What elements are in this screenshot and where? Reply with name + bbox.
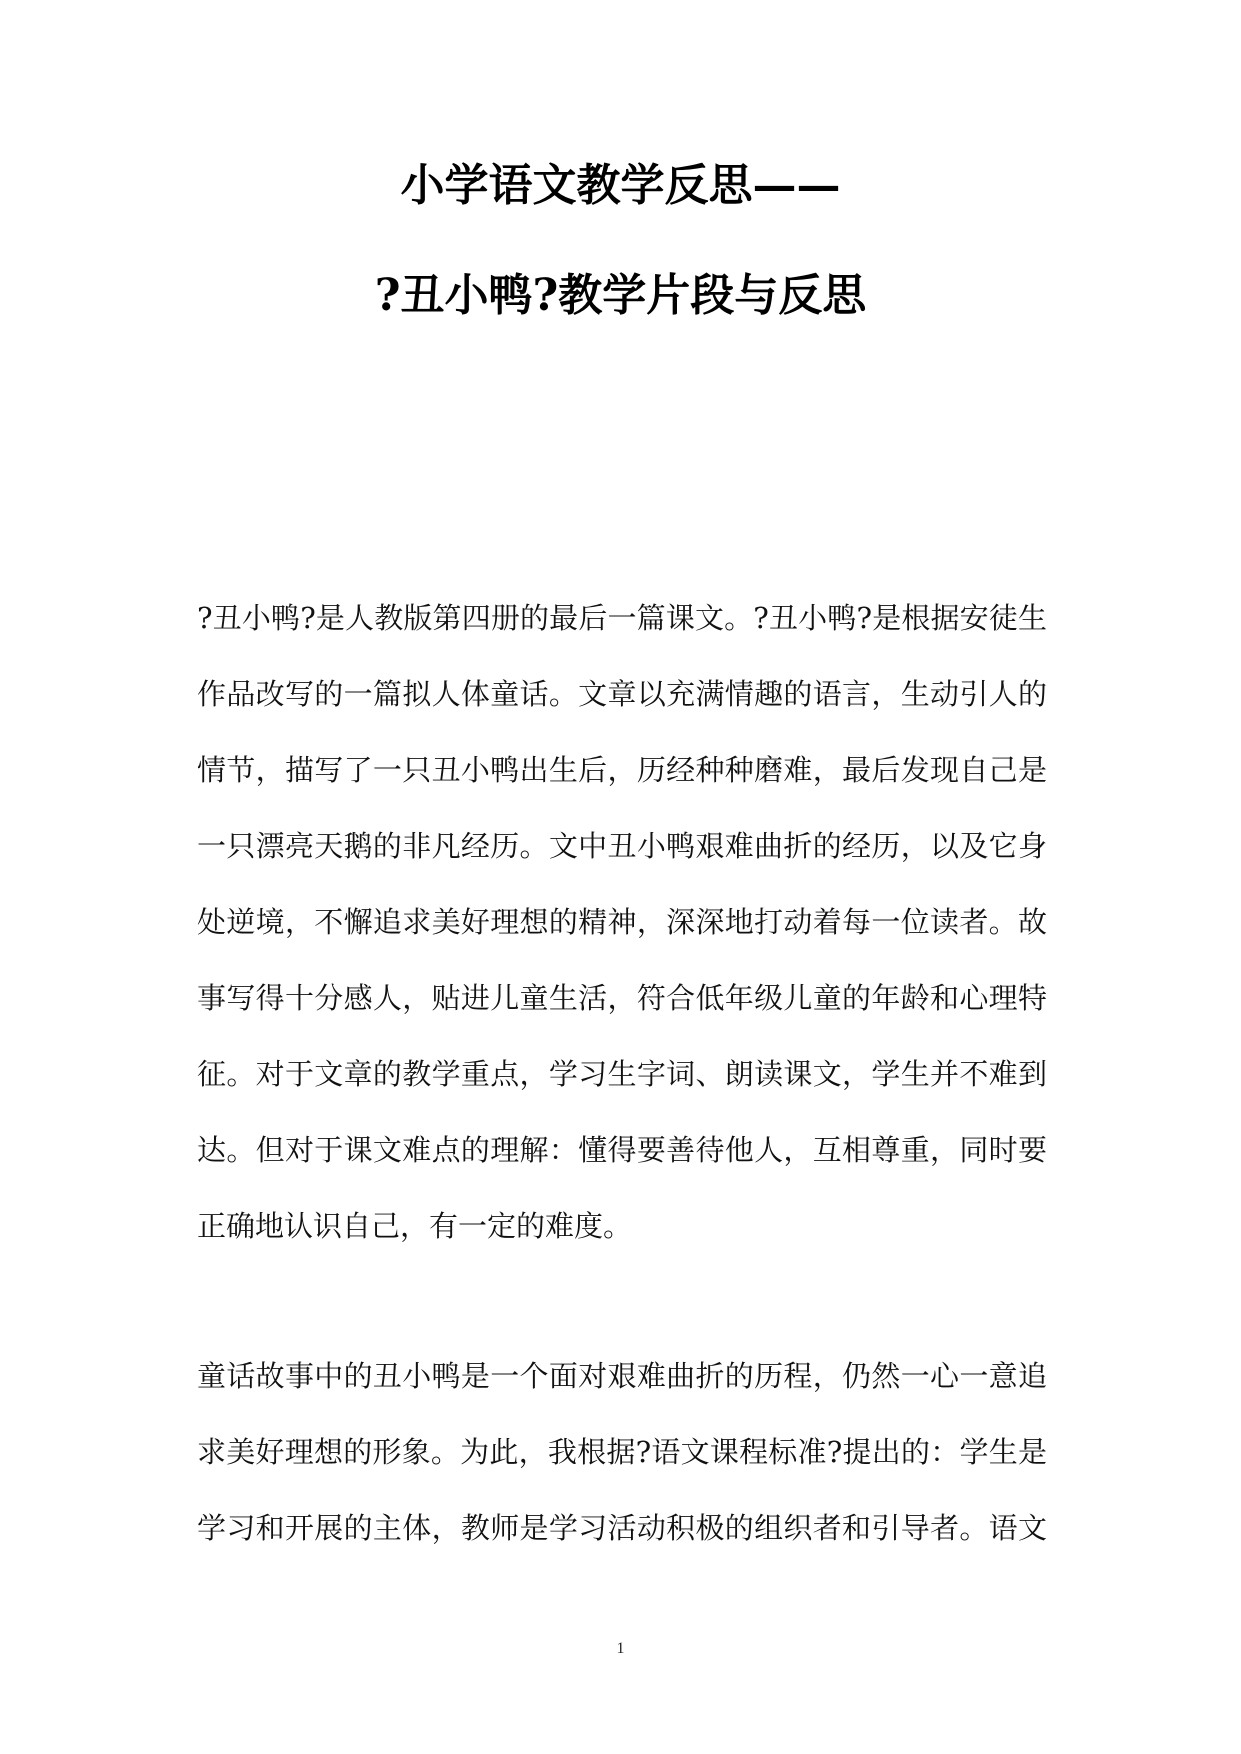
paragraph-line: 达。但对于课文难点的理解：懂得要善待他人，互相尊重，同时要 (197, 1133, 1047, 1167)
paragraph-line: 求美好理想的形象。为此，我根据?语文课程标准?提出的：学生是 (197, 1435, 1047, 1469)
paragraph-1 (197, 580, 1047, 1264)
document-title-line-2: ?丑小鸭?教学片段与反思 (374, 270, 867, 321)
paragraph-line: 一只漂亮天鹅的非凡经历。文中丑小鸭艰难曲折的经历，以及它身 (197, 829, 1047, 863)
paragraph-line: 童话故事中的丑小鸭是一个面对艰难曲折的历程，仍然一心一意追 (197, 1359, 1047, 1393)
paragraph-line: 事写得十分感人，贴进儿童生活，符合低年级儿童的年龄和心理特 (197, 981, 1047, 1015)
paragraph-line: 作品改写的一篇拟人体童话。文章以充满情趣的语言，生动引人的 (197, 677, 1047, 711)
page-number: 1 (616, 1640, 625, 1657)
document-title-line-1: 小学语文教学反思—— (400, 160, 841, 211)
paragraph-line: 处逆境，不懈追求美好理想的精神，深深地打动着每一位读者。故 (197, 905, 1047, 939)
paragraph-line: 征。对于文章的教学重点，学习生字词、朗读课文，学生并不难到 (197, 1057, 1047, 1091)
paragraph-line: 正确地认识自己，有一定的难度。 (197, 1209, 633, 1243)
paragraph-line: ?丑小鸭?是人教版第四册的最后一篇课文。?丑小鸭?是根据安徒生 (197, 601, 1047, 635)
paragraph-line: 情节，描写了一只丑小鸭出生后，历经种种磨难，最后发现自己是 (197, 753, 1047, 787)
paragraph-line: 学习和开展的主体，教师是学习活动积极的组织者和引导者。语文 (197, 1511, 1047, 1545)
paragraph-2 (197, 1338, 1047, 1566)
